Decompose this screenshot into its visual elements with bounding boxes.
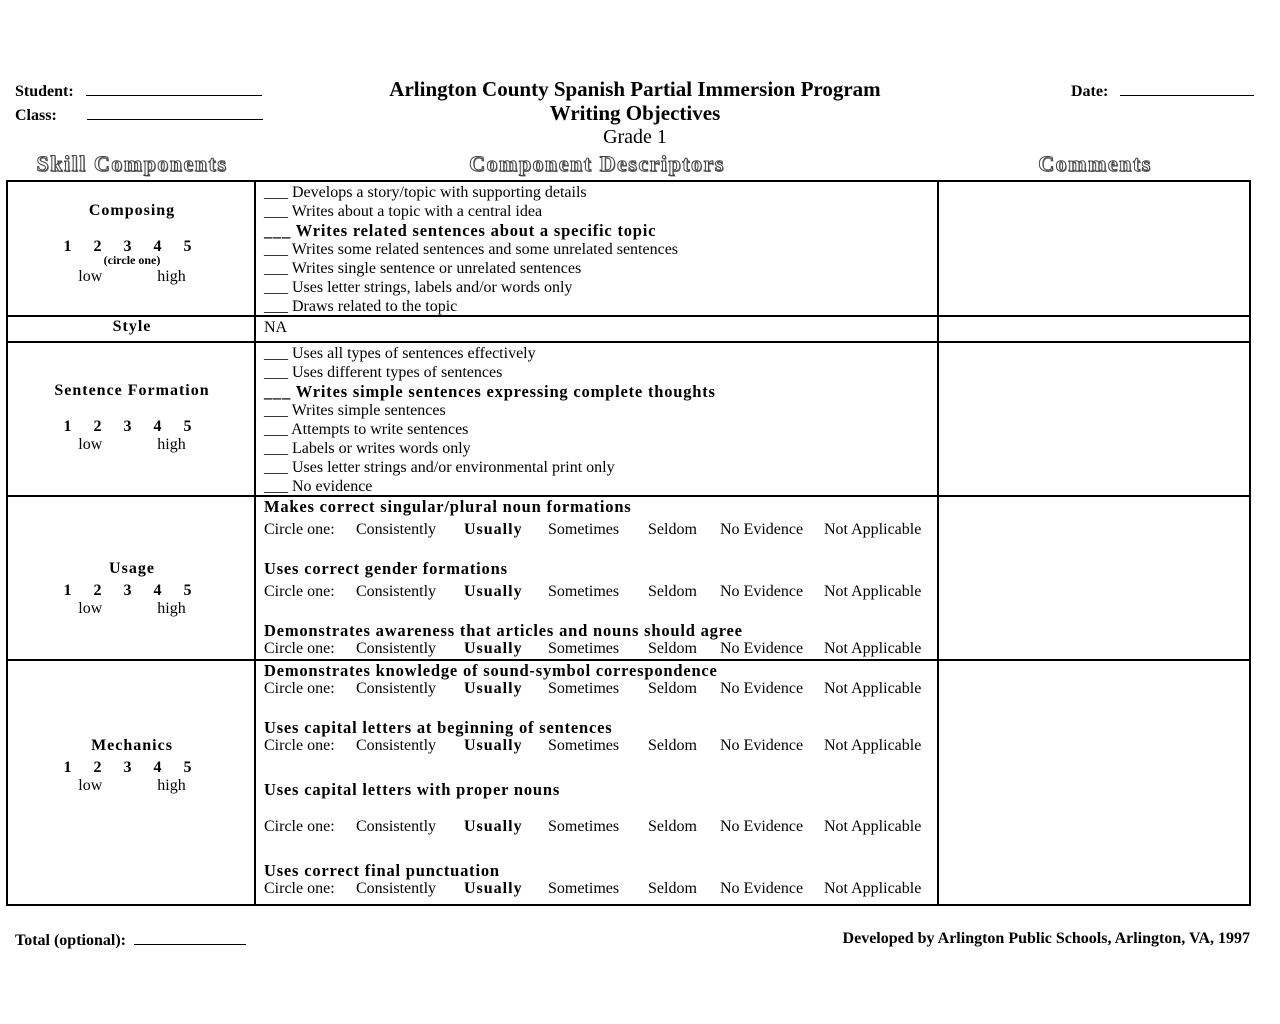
- document-title: Writing Objectives: [549, 101, 721, 125]
- grade-label: Grade 1: [603, 126, 667, 148]
- objective-title: Uses correct final punctuation: [264, 861, 500, 880]
- option-consistently[interactable]: Consistently: [356, 640, 437, 657]
- option-sometimes[interactable]: Sometimes: [548, 680, 620, 697]
- scale-range: [8, 268, 256, 286]
- skill-name: Composing: [88, 202, 176, 219]
- option-seldom[interactable]: Seldom: [648, 737, 697, 754]
- circle-one-label: Circle one:: [264, 818, 335, 835]
- skill-usage: [8, 560, 256, 618]
- option-not-applicable[interactable]: Not Applicable: [824, 818, 922, 835]
- option-no-evidence[interactable]: No Evidence: [720, 521, 804, 538]
- option-seldom[interactable]: Seldom: [648, 680, 697, 697]
- circle-one-label: Circle one:: [264, 521, 335, 538]
- option-usually[interactable]: Usually: [464, 640, 523, 657]
- frequency-choices: [264, 583, 921, 601]
- descriptor-item[interactable]: ___ Writes single sentence or unrelated sentences: [264, 260, 582, 277]
- option-no-evidence[interactable]: No Evidence: [720, 680, 804, 697]
- option-no-evidence[interactable]: No Evidence: [720, 818, 804, 835]
- option-sometimes[interactable]: Sometimes: [548, 818, 620, 835]
- circle-one-label: Circle one:: [264, 680, 335, 697]
- scale-range: [8, 777, 256, 795]
- column-divider: [937, 180, 939, 906]
- class-field: [15, 105, 263, 125]
- objective-title: Uses capital letters at beginning of sentences: [264, 718, 613, 737]
- descriptor-item[interactable]: ___ Draws related to the topic: [264, 298, 458, 315]
- student-field: [15, 81, 262, 101]
- frequency-choices: [264, 680, 921, 698]
- rating-scale[interactable]: 1 2 3 4 5: [63, 582, 201, 599]
- skill-name: Mechanics: [91, 737, 173, 754]
- rating-scale[interactable]: 1 2 3 4 5: [63, 418, 201, 435]
- descriptor-item[interactable]: ___ Writes simple sentences expressing complete thoughts: [264, 382, 716, 401]
- table-border-top: [6, 180, 1251, 182]
- rating-scale[interactable]: 1 2 3 4 5: [63, 759, 201, 776]
- table-border-right: [1249, 180, 1251, 906]
- student-blank[interactable]: [86, 81, 262, 96]
- frequency-choices: [264, 880, 921, 898]
- option-usually[interactable]: Usually: [464, 737, 523, 754]
- option-usually[interactable]: Usually: [464, 818, 523, 835]
- table-border-bottom: [6, 904, 1251, 906]
- option-usually[interactable]: Usually: [464, 521, 523, 538]
- date-blank[interactable]: [1120, 81, 1254, 96]
- option-usually[interactable]: Usually: [464, 680, 523, 697]
- descriptor-item[interactable]: ___ Attempts to write sentences: [264, 421, 469, 438]
- circle-one-label: Circle one:: [264, 583, 335, 600]
- frequency-choices: [264, 640, 921, 658]
- frequency-choices: [264, 818, 921, 836]
- option-sometimes[interactable]: Sometimes: [548, 737, 620, 754]
- total-blank[interactable]: [134, 930, 246, 945]
- frequency-choices: [264, 737, 921, 755]
- descriptor-item[interactable]: ___ Uses different types of sentences: [264, 364, 503, 381]
- objective-title: Makes correct singular/plural noun formations: [264, 497, 632, 516]
- descriptor-item[interactable]: ___ Writes some related sentences and some unrelated sentences: [264, 241, 679, 258]
- option-not-applicable[interactable]: Not Applicable: [824, 880, 922, 897]
- low-label: low: [78, 600, 103, 617]
- option-usually[interactable]: Usually: [464, 583, 523, 600]
- total-label: Total (optional):: [15, 932, 126, 949]
- option-not-applicable[interactable]: Not Applicable: [824, 680, 922, 697]
- option-sometimes[interactable]: Sometimes: [548, 640, 620, 657]
- student-label: Student:: [15, 83, 74, 100]
- skill-mechanics: [8, 737, 256, 795]
- skill-sentence-formation: [8, 382, 256, 454]
- option-consistently[interactable]: Consistently: [356, 818, 437, 835]
- option-no-evidence[interactable]: No Evidence: [720, 640, 804, 657]
- descriptor-item[interactable]: ___ Develops a story/topic with supporting details: [264, 184, 587, 201]
- option-seldom[interactable]: Seldom: [648, 521, 697, 538]
- column-header-skill: Skill Components: [36, 151, 228, 176]
- descriptor-item[interactable]: ___ Uses letter strings and/or environmental print only: [264, 459, 615, 476]
- scale-range: [8, 600, 256, 618]
- option-sometimes[interactable]: Sometimes: [548, 521, 620, 538]
- option-no-evidence[interactable]: No Evidence: [720, 583, 804, 600]
- date-label: Date:: [1071, 83, 1109, 100]
- column-divider: [254, 180, 256, 906]
- circle-one-note: (circle one): [103, 253, 161, 267]
- descriptor-item[interactable]: ___ Writes related sentences about a specific topic: [264, 221, 657, 240]
- descriptor-item[interactable]: ___ Uses all types of sentences effectively: [264, 345, 536, 362]
- descriptor-item[interactable]: ___ No evidence: [264, 478, 373, 495]
- circle-one-label: Circle one:: [264, 640, 335, 657]
- date-field: [1071, 81, 1254, 101]
- option-seldom[interactable]: Seldom: [648, 640, 697, 657]
- option-seldom[interactable]: Seldom: [648, 818, 697, 835]
- class-label: Class:: [15, 107, 57, 124]
- high-label: high: [157, 268, 186, 285]
- option-no-evidence[interactable]: No Evidence: [720, 880, 804, 897]
- table-border-left: [6, 180, 8, 906]
- objective-title: Uses capital letters with proper nouns: [264, 780, 561, 799]
- option-consistently[interactable]: Consistently: [356, 680, 437, 697]
- option-consistently[interactable]: Consistently: [356, 583, 437, 600]
- low-label: low: [78, 777, 103, 794]
- option-consistently[interactable]: Consistently: [356, 737, 437, 754]
- class-blank[interactable]: [87, 105, 263, 120]
- objective-title: Demonstrates knowledge of sound-symbol correspondence: [264, 661, 718, 680]
- scale-range: [8, 436, 256, 454]
- skill-style: [8, 318, 256, 336]
- skill-name: Usage: [109, 560, 155, 577]
- option-consistently[interactable]: Consistently: [356, 521, 437, 538]
- rating-scale[interactable]: 1 2 3 4 5: [63, 238, 201, 255]
- style-value: NA: [264, 319, 288, 336]
- skill-composing: [8, 202, 256, 286]
- option-no-evidence[interactable]: No Evidence: [720, 737, 804, 754]
- descriptor-item[interactable]: ___ Labels or writes words only: [264, 440, 471, 457]
- option-seldom[interactable]: Seldom: [648, 583, 697, 600]
- high-label: high: [157, 436, 186, 453]
- skill-name: Sentence Formation: [54, 382, 210, 399]
- descriptor-item[interactable]: ___ Writes about a topic with a central idea: [264, 203, 543, 220]
- credit-line: Developed by Arlington Public Schools, Arlington, VA, 1997: [842, 930, 1250, 947]
- sentence-formation-descriptors: [264, 344, 716, 496]
- circle-one-label: Circle one:: [264, 880, 335, 897]
- option-usually[interactable]: Usually: [464, 880, 523, 897]
- option-not-applicable[interactable]: Not Applicable: [824, 640, 922, 657]
- column-header-comments: Comments: [1038, 151, 1152, 176]
- option-seldom[interactable]: Seldom: [648, 880, 697, 897]
- total-field: [15, 930, 246, 950]
- frequency-choices: [264, 521, 921, 539]
- low-label: low: [78, 436, 103, 453]
- descriptor-item[interactable]: ___ Writes simple sentences: [264, 402, 446, 419]
- objective-title: Uses correct gender formations: [264, 559, 508, 578]
- option-not-applicable[interactable]: Not Applicable: [824, 521, 922, 538]
- descriptor-item[interactable]: ___ Uses letter strings, labels and/or words only: [264, 279, 573, 296]
- column-header-descriptors: Component Descriptors: [469, 151, 725, 176]
- row-divider: [6, 341, 1251, 343]
- option-consistently[interactable]: Consistently: [356, 880, 437, 897]
- program-title: Arlington County Spanish Partial Immersion Program: [389, 77, 881, 101]
- high-label: high: [157, 600, 186, 617]
- low-label: low: [78, 268, 103, 285]
- circle-one-label: Circle one:: [264, 737, 335, 754]
- option-not-applicable[interactable]: Not Applicable: [824, 583, 922, 600]
- skill-name: Style: [112, 318, 152, 335]
- option-not-applicable[interactable]: Not Applicable: [824, 737, 922, 754]
- option-sometimes[interactable]: Sometimes: [548, 880, 620, 897]
- option-sometimes[interactable]: Sometimes: [548, 583, 620, 600]
- high-label: high: [157, 777, 186, 794]
- objective-title: Demonstrates awareness that articles and nouns should agree: [264, 621, 743, 640]
- composing-descriptors: [264, 183, 678, 316]
